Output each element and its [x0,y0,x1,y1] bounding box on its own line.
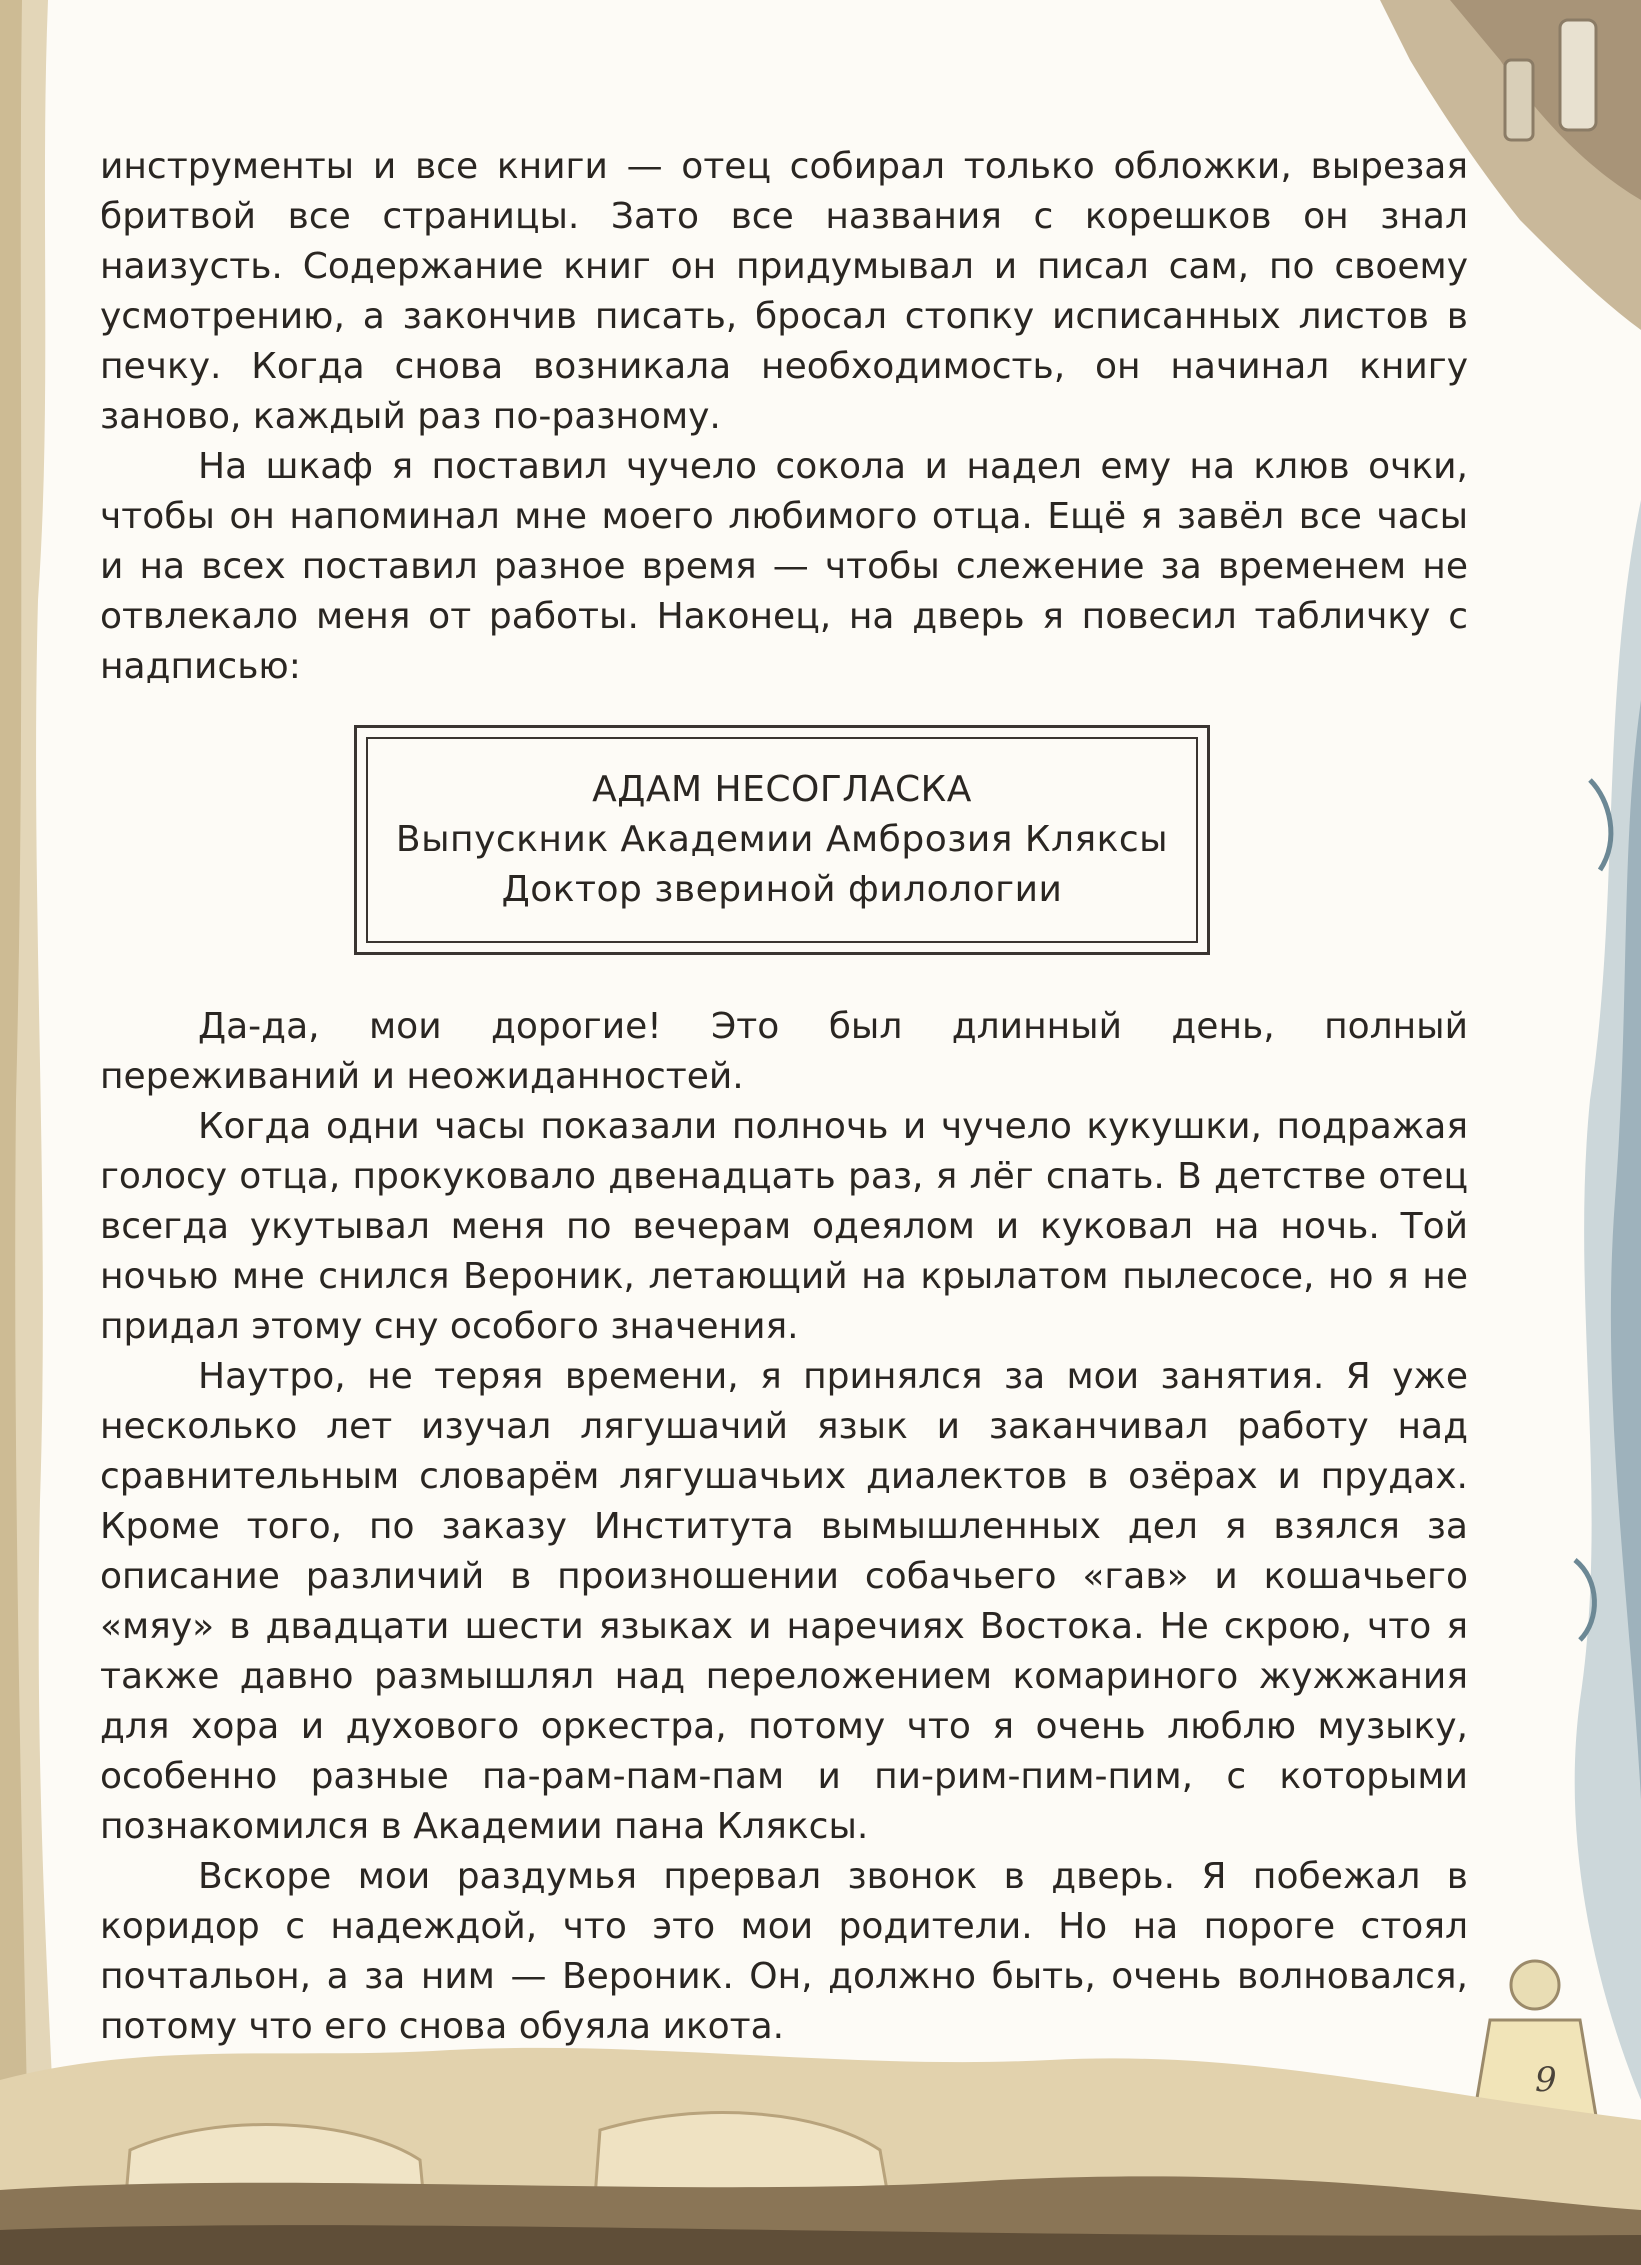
paragraph: Вскоре мои раздумья прервал звонок в дверь. Я побежал в коридор с надеждой, что это мои родители. Но на пороге стоял почтальон, а за ним — Вероник. Он, должно быть, очень волновался, потому что его снова обуяла икота. [100,1856,1468,2047]
sign-name: АДАМ НЕСОГЛАСКА [592,769,972,810]
paragraph: Да-да, мои дорогие! Это был длинный день, полный переживаний и неожиданностей. [100,1006,1468,1097]
page-number: 9 [1535,2060,1557,2100]
door-sign-inner-border [366,737,1198,943]
paragraph: Когда одни часы показали полночь и чучело кукушки, подражая голосу отца, прокуковало двенадцать раз, я лёг спать. В детстве отец всегда укутывал меня по вечерам одеялом и куковал на ночь. Той ночью мне снился Вероник, летающий на крылатом пылесосе, но я не придал этому сну особого значения. [100,1106,1468,1347]
sign-degree: Доктор звериной филологии [501,869,1063,910]
paragraph: инструменты и все книги — отец собирал только обложки, вырезая бритвой все страницы. Зато все названия с корешков он знал наизусть. Содержание книг он придумывал и писал сам, по своему усмотрению, а закончив писать, бросал стопку исписанных листов в печку. Когда снова возникала необходимость, он начинал книгу заново, каждый раз по-разному. [100,146,1468,437]
sign-graduate: Выпускник Академии Амброзия Кляксы [395,819,1169,860]
paragraph: На шкаф я поставил чучело сокола и надел ему на клюв очки, чтобы он напоминал мне моего любимого отца. Ещё я завёл все часы и на всех поставил разное время — чтобы слежение за временем не отвлекало меня от работы. Наконец, на дверь я повесил табличку с надписью: [100,446,1468,687]
door-sign [354,725,1210,955]
paragraph: Наутро, не теряя времени, я принялся за мои занятия. Я уже несколько лет изучал лягушачий язык и заканчивал работу над сравнительным словарём лягушачьих диалектов в озёрах и прудах. Кроме того, по заказу Института вымышленных дел я взялся за описание различий в произношении собачьего «гав» и кошачьего «мяу» в двадцати шести языках и наречиях Востока. Не скрою, что я также давно размышлял над переложением комариного жужжания для хора и духового оркестра, потому что я очень люблю музыку, особенно разные па-рам-пам-пам и пи-рим-пим-пим, с которыми познакомился в Академии пана Кляксы. [100,1356,1468,1847]
body-text [100,142,1468,2052]
